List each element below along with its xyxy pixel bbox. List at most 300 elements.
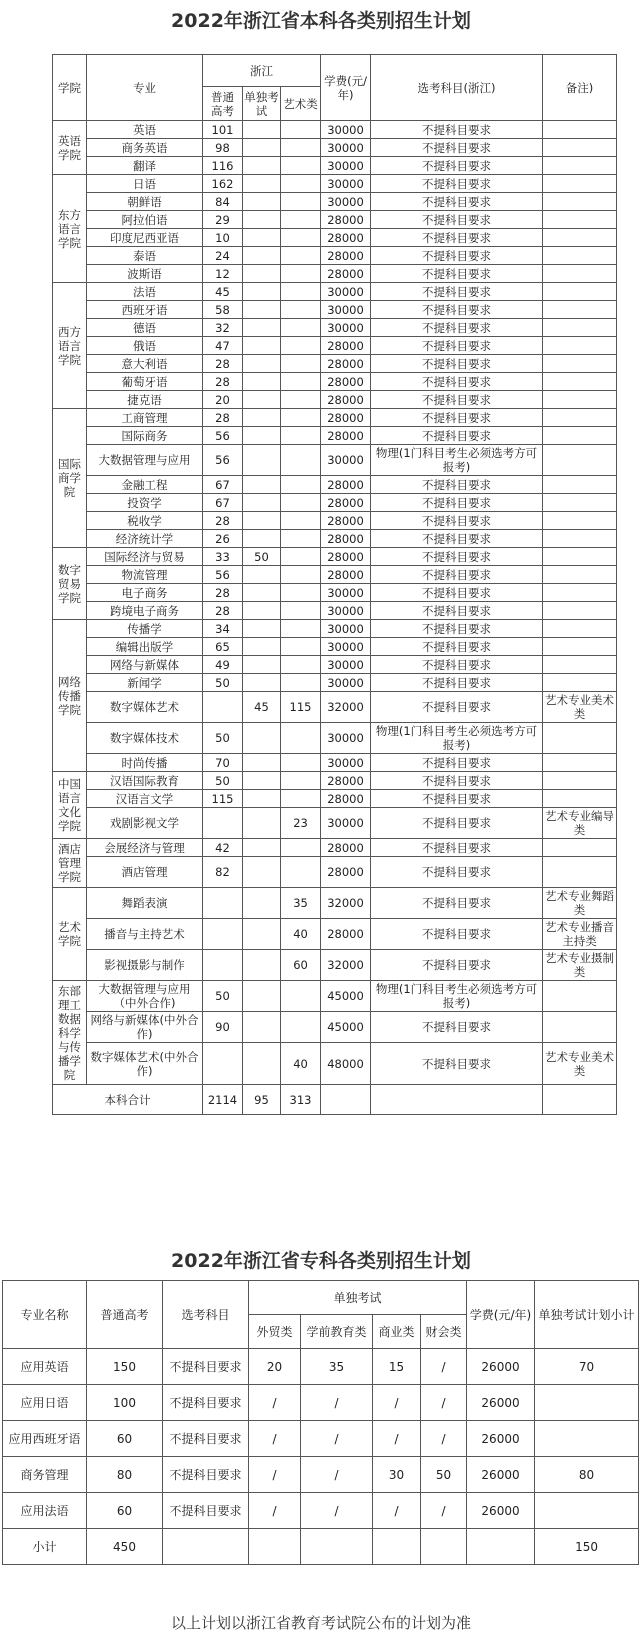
remark-cell (543, 121, 617, 139)
solo-cell (243, 638, 281, 656)
preschool-cell: / (301, 1421, 373, 1457)
table-row (53, 919, 617, 950)
major-cell: 葡萄牙语 (87, 373, 203, 391)
business-cell: 15 (373, 1349, 421, 1385)
solo-cell (243, 247, 281, 265)
fee-cell: 30000 (321, 193, 371, 211)
college-cell: 西方语言学院 (53, 283, 87, 409)
fee-cell: 32000 (321, 950, 371, 981)
general-cell: 50 (203, 674, 243, 692)
subjects-cell: 不提科目要求 (371, 584, 543, 602)
remark-cell (543, 211, 617, 229)
solo-cell (243, 656, 281, 674)
major-cell: 税收学 (87, 512, 203, 530)
subjects-cell: 不提科目要求 (371, 409, 543, 427)
table-row (3, 1493, 639, 1529)
subjects-cell: 不提科目要求 (371, 247, 543, 265)
general-cell: 80 (87, 1457, 163, 1493)
table-row (53, 445, 617, 476)
hdr-solo: 单独考试 (243, 87, 281, 121)
art-cell (281, 337, 321, 355)
college-cell: 东部理工数据科学与传播学院 (53, 981, 87, 1085)
subjects-cell: 不提科目要求 (371, 494, 543, 512)
major-cell: 传播学 (87, 620, 203, 638)
subjects-cell: 不提科目要求 (371, 888, 543, 919)
hdr2-solo: 单独考试 (249, 1281, 467, 1315)
hdr-fee: 学费(元/年) (321, 55, 371, 121)
art-cell (281, 445, 321, 476)
major-cell: 应用法语 (3, 1493, 87, 1529)
college-cell: 中国语言文化学院 (53, 772, 87, 839)
table-row (53, 1012, 617, 1043)
remark-cell (543, 584, 617, 602)
art-cell (281, 512, 321, 530)
fee-cell: 48000 (321, 1043, 371, 1085)
solo-cell (243, 584, 281, 602)
subjects-cell: 不提科目要求 (371, 950, 543, 981)
table-row (53, 301, 617, 319)
table-row (53, 602, 617, 620)
hdr-college: 学院 (53, 55, 87, 121)
subjects-cell: 不提科目要求 (371, 157, 543, 175)
total-art: 313 (281, 1085, 321, 1115)
solo-cell (243, 981, 281, 1012)
subjects-cell: 不提科目要求 (371, 229, 543, 247)
subjects-cell: 不提科目要求 (371, 548, 543, 566)
major-cell: 意大利语 (87, 355, 203, 373)
major-cell: 跨境电子商务 (87, 602, 203, 620)
general-cell: 162 (203, 175, 243, 193)
finance-cell: / (421, 1349, 467, 1385)
fee-cell: 28000 (321, 494, 371, 512)
table-row (53, 656, 617, 674)
general-cell (203, 1043, 243, 1085)
subjects-cell: 不提科目要求 (371, 301, 543, 319)
solo-cell (243, 888, 281, 919)
major-cell: 影视摄影与制作 (87, 950, 203, 981)
major-cell: 法语 (87, 283, 203, 301)
solo-cell (243, 808, 281, 839)
general-cell: 116 (203, 157, 243, 175)
remark-cell (543, 229, 617, 247)
total-remark (543, 1085, 617, 1115)
table-row (53, 638, 617, 656)
subjects-cell: 不提科目要求 (371, 139, 543, 157)
major-cell: 金融工程 (87, 476, 203, 494)
table-row (53, 265, 617, 283)
general-cell: 84 (203, 193, 243, 211)
art-cell (281, 602, 321, 620)
major-cell: 数字媒体艺术(中外合作) (87, 1043, 203, 1085)
hdr2-finance: 财会类 (421, 1315, 467, 1349)
art-cell: 35 (281, 888, 321, 919)
table-row (53, 754, 617, 772)
college-cell: 数字贸易学院 (53, 548, 87, 620)
art-cell (281, 391, 321, 409)
table-row (53, 139, 617, 157)
remark-cell (543, 355, 617, 373)
art-cell (281, 301, 321, 319)
remark-cell (543, 427, 617, 445)
major-cell: 物流管理 (87, 566, 203, 584)
remark-cell (543, 283, 617, 301)
solo-cell (243, 157, 281, 175)
college-cell: 英语学院 (53, 121, 87, 175)
college-cell: 东方语言学院 (53, 175, 87, 283)
table-row (53, 373, 617, 391)
subjects-cell: 不提科目要求 (371, 175, 543, 193)
fee-cell: 30000 (321, 620, 371, 638)
art-cell (281, 283, 321, 301)
table-row (3, 1421, 639, 1457)
remark-cell (543, 247, 617, 265)
art-cell (281, 211, 321, 229)
undergrad-plan-table (52, 54, 617, 1115)
solo-cell (243, 857, 281, 888)
remark-cell (543, 391, 617, 409)
table-row (3, 1349, 639, 1385)
solo-cell (243, 950, 281, 981)
hdr-general: 普通 高考 (203, 87, 243, 121)
hdr2-preschool: 学前教育类 (301, 1315, 373, 1349)
remark-cell: 艺术专业编导类 (543, 808, 617, 839)
hdr-remark: 备注) (543, 55, 617, 121)
major-cell: 数字媒体艺术 (87, 692, 203, 723)
solo-cell (243, 175, 281, 193)
remark-cell (543, 494, 617, 512)
finance-cell: / (421, 1421, 467, 1457)
art-cell: 23 (281, 808, 321, 839)
fee-cell: 26000 (467, 1457, 535, 1493)
fee-cell: 28000 (321, 391, 371, 409)
finance-cell: / (421, 1385, 467, 1421)
remark-cell (543, 175, 617, 193)
empty-cell (163, 1529, 249, 1565)
footnote: 以上计划以浙江省教育考试院公布的计划为准 (170, 1614, 471, 1632)
art-cell (281, 638, 321, 656)
solo-cell (243, 355, 281, 373)
remark-cell (543, 265, 617, 283)
general-cell (203, 919, 243, 950)
total-subjects (371, 1085, 543, 1115)
table-row (53, 157, 617, 175)
remark-cell (543, 857, 617, 888)
major-cell: 播音与主持艺术 (87, 919, 203, 950)
solo-cell (243, 723, 281, 754)
table-row (53, 674, 617, 692)
major-cell: 德语 (87, 319, 203, 337)
solo-cell (243, 772, 281, 790)
fee-cell: 30000 (321, 445, 371, 476)
hdr2-general: 普通高考 (87, 1281, 163, 1349)
general-cell: 67 (203, 476, 243, 494)
table-row (53, 888, 617, 919)
art-cell (281, 584, 321, 602)
solo-cell (243, 790, 281, 808)
table-row (53, 950, 617, 981)
finance-cell: 50 (421, 1457, 467, 1493)
major-cell: 英语 (87, 121, 203, 139)
table-row (53, 1043, 617, 1085)
solo-cell: 45 (243, 692, 281, 723)
waimao-cell: / (249, 1457, 301, 1493)
table-row (53, 175, 617, 193)
fee-cell: 28000 (321, 857, 371, 888)
table-row (53, 530, 617, 548)
waimao-cell: / (249, 1421, 301, 1457)
general-cell: 28 (203, 512, 243, 530)
hdr-art: 艺术类 (281, 87, 321, 121)
subjects-cell: 不提科目要求 (371, 620, 543, 638)
solo-cell (243, 530, 281, 548)
solo-cell (243, 1043, 281, 1085)
general-cell: 10 (203, 229, 243, 247)
fee-cell: 30000 (321, 121, 371, 139)
major-cell: 大数据管理与应用 (87, 445, 203, 476)
college-cell: 艺术学院 (53, 888, 87, 981)
solo-cell (243, 121, 281, 139)
major-cell: 翻译 (87, 157, 203, 175)
general-cell: 49 (203, 656, 243, 674)
general-cell: 45 (203, 283, 243, 301)
major-cell: 应用西班牙语 (3, 1421, 87, 1457)
remark-cell: 艺术专业美术类 (543, 1043, 617, 1085)
subjects-cell: 不提科目要求 (371, 373, 543, 391)
major-cell: 国际经济与贸易 (87, 548, 203, 566)
solo-cell (243, 139, 281, 157)
table-row (53, 566, 617, 584)
business-cell: / (373, 1493, 421, 1529)
total-general: 2114 (203, 1085, 243, 1115)
hdr-zhejiang: 浙江 (203, 55, 321, 87)
general-cell: 56 (203, 566, 243, 584)
empty-cell (421, 1529, 467, 1565)
fee-cell: 30000 (321, 674, 371, 692)
remark-cell (543, 157, 617, 175)
art-cell (281, 548, 321, 566)
fee-cell: 30000 (321, 656, 371, 674)
art-cell: 60 (281, 950, 321, 981)
general-cell: 29 (203, 211, 243, 229)
table-row (53, 247, 617, 265)
art-cell (281, 839, 321, 857)
fee-cell: 26000 (467, 1385, 535, 1421)
major-cell: 酒店管理 (87, 857, 203, 888)
solo-cell (243, 319, 281, 337)
art-cell (281, 674, 321, 692)
fee-cell: 28000 (321, 512, 371, 530)
remark-cell: 艺术专业舞蹈类 (543, 888, 617, 919)
general-cell: 56 (203, 445, 243, 476)
fee-cell: 30000 (321, 808, 371, 839)
table-row (53, 427, 617, 445)
subjects-cell: 不提科目要求 (371, 790, 543, 808)
hdr-subjects: 选考科目(浙江) (371, 55, 543, 121)
empty-cell (373, 1529, 421, 1565)
remark-cell (543, 512, 617, 530)
fee-cell: 28000 (321, 919, 371, 950)
subjects-cell: 不提科目要求 (163, 1493, 249, 1529)
subjects-cell: 物理(1门科目考生必须选考方可报考) (371, 723, 543, 754)
solo-cell (243, 674, 281, 692)
art-cell (281, 981, 321, 1012)
general-cell: 101 (203, 121, 243, 139)
art-cell (281, 175, 321, 193)
solo-cell (243, 476, 281, 494)
major-cell: 日语 (87, 175, 203, 193)
remark-cell (543, 656, 617, 674)
general-cell: 90 (203, 1012, 243, 1043)
remark-cell (543, 566, 617, 584)
remark-cell (543, 638, 617, 656)
subtotal-cell (535, 1385, 639, 1421)
remark-cell (543, 139, 617, 157)
major-cell: 戏剧影视文学 (87, 808, 203, 839)
major-cell: 印度尼西亚语 (87, 229, 203, 247)
art-cell (281, 1012, 321, 1043)
solo-cell (243, 839, 281, 857)
general-cell: 67 (203, 494, 243, 512)
fee-cell: 30000 (321, 175, 371, 193)
remark-cell (543, 301, 617, 319)
major-cell: 汉语国际教育 (87, 772, 203, 790)
general-cell: 98 (203, 139, 243, 157)
major-cell: 会展经济与管理 (87, 839, 203, 857)
table-row (53, 476, 617, 494)
subjects-cell: 不提科目要求 (163, 1349, 249, 1385)
remark-cell (543, 409, 617, 427)
subjects-cell: 不提科目要求 (371, 839, 543, 857)
subjects-cell: 不提科目要求 (371, 121, 543, 139)
subjects-cell: 不提科目要求 (371, 1043, 543, 1085)
fee-cell: 28000 (321, 476, 371, 494)
general-cell: 150 (87, 1349, 163, 1385)
subjects-cell: 不提科目要求 (371, 857, 543, 888)
fee-cell: 30000 (321, 584, 371, 602)
fee-cell: 30000 (321, 754, 371, 772)
fee-cell: 28000 (321, 530, 371, 548)
remark-cell (543, 530, 617, 548)
major-cell: 捷克语 (87, 391, 203, 409)
fee-cell: 28000 (321, 229, 371, 247)
art-cell: 40 (281, 919, 321, 950)
solo-cell (243, 566, 281, 584)
hdr2-waimao: 外贸类 (249, 1315, 301, 1349)
remark-cell: 艺术专业播音主持类 (543, 919, 617, 950)
art-cell (281, 790, 321, 808)
art-cell (281, 247, 321, 265)
general-cell: 12 (203, 265, 243, 283)
major-cell: 投资学 (87, 494, 203, 512)
hdr2-solo-subtotal: 单独考试计划小计 (535, 1281, 639, 1349)
general-cell: 65 (203, 638, 243, 656)
fee-cell: 26000 (467, 1349, 535, 1385)
empty-cell (301, 1529, 373, 1565)
art-cell (281, 139, 321, 157)
preschool-cell: / (301, 1457, 373, 1493)
hdr2-major: 专业名称 (3, 1281, 87, 1349)
remark-cell (543, 839, 617, 857)
art-cell (281, 566, 321, 584)
subjects-cell: 不提科目要求 (371, 476, 543, 494)
subjects-cell: 不提科目要求 (371, 211, 543, 229)
solo-cell (243, 512, 281, 530)
fee-cell: 32000 (321, 692, 371, 723)
art-cell (281, 229, 321, 247)
fee-cell: 28000 (321, 427, 371, 445)
subjects-cell: 不提科目要求 (371, 754, 543, 772)
preschool-cell: / (301, 1385, 373, 1421)
remark-cell (543, 754, 617, 772)
general-cell: 50 (203, 723, 243, 754)
fee-cell: 28000 (321, 247, 371, 265)
subtotal-cell (535, 1493, 639, 1529)
general-cell (203, 888, 243, 919)
total-label: 小计 (3, 1529, 87, 1565)
general-cell: 28 (203, 602, 243, 620)
major-cell: 大数据管理与应用（中外合作) (87, 981, 203, 1012)
art-cell (281, 494, 321, 512)
hdr2-business: 商业类 (373, 1315, 421, 1349)
subjects-cell: 不提科目要求 (371, 512, 543, 530)
fee-cell: 30000 (321, 283, 371, 301)
fee-cell: 30000 (321, 638, 371, 656)
subjects-cell: 不提科目要求 (163, 1457, 249, 1493)
solo-cell (243, 1012, 281, 1043)
fee-cell: 30000 (321, 139, 371, 157)
general-cell: 28 (203, 409, 243, 427)
fee-cell: 28000 (321, 265, 371, 283)
business-cell: 30 (373, 1457, 421, 1493)
general-cell: 42 (203, 839, 243, 857)
fee-cell: 28000 (321, 373, 371, 391)
fee-cell: 32000 (321, 888, 371, 919)
table-row (53, 857, 617, 888)
remark-cell (543, 319, 617, 337)
table-row (53, 211, 617, 229)
solo-cell (243, 494, 281, 512)
table-row (53, 319, 617, 337)
college-cell: 酒店管理学院 (53, 839, 87, 888)
art-cell (281, 157, 321, 175)
major-cell: 朝鲜语 (87, 193, 203, 211)
solo-cell (243, 919, 281, 950)
subjects-cell: 不提科目要求 (371, 355, 543, 373)
solo-cell (243, 602, 281, 620)
general-cell: 100 (87, 1385, 163, 1421)
major-cell: 电子商务 (87, 584, 203, 602)
major-cell: 网络与新媒体(中外合作) (87, 1012, 203, 1043)
general-cell: 32 (203, 319, 243, 337)
subjects-cell: 不提科目要求 (371, 427, 543, 445)
solo-cell (243, 754, 281, 772)
table-row (53, 839, 617, 857)
subtotal-cell (535, 1421, 639, 1457)
subtotal-cell: 70 (535, 1349, 639, 1385)
art-cell (281, 656, 321, 674)
major-cell: 国际商务 (87, 427, 203, 445)
table-row (53, 337, 617, 355)
waimao-cell: 20 (249, 1349, 301, 1385)
finance-cell: / (421, 1493, 467, 1529)
remark-cell (543, 981, 617, 1012)
subjects-cell: 不提科目要求 (371, 656, 543, 674)
solo-cell (243, 427, 281, 445)
empty-cell (249, 1529, 301, 1565)
subjects-cell: 不提科目要求 (371, 319, 543, 337)
subjects-cell: 物理(1门科目考生必须选考方可报考) (371, 445, 543, 476)
remark-cell (543, 790, 617, 808)
